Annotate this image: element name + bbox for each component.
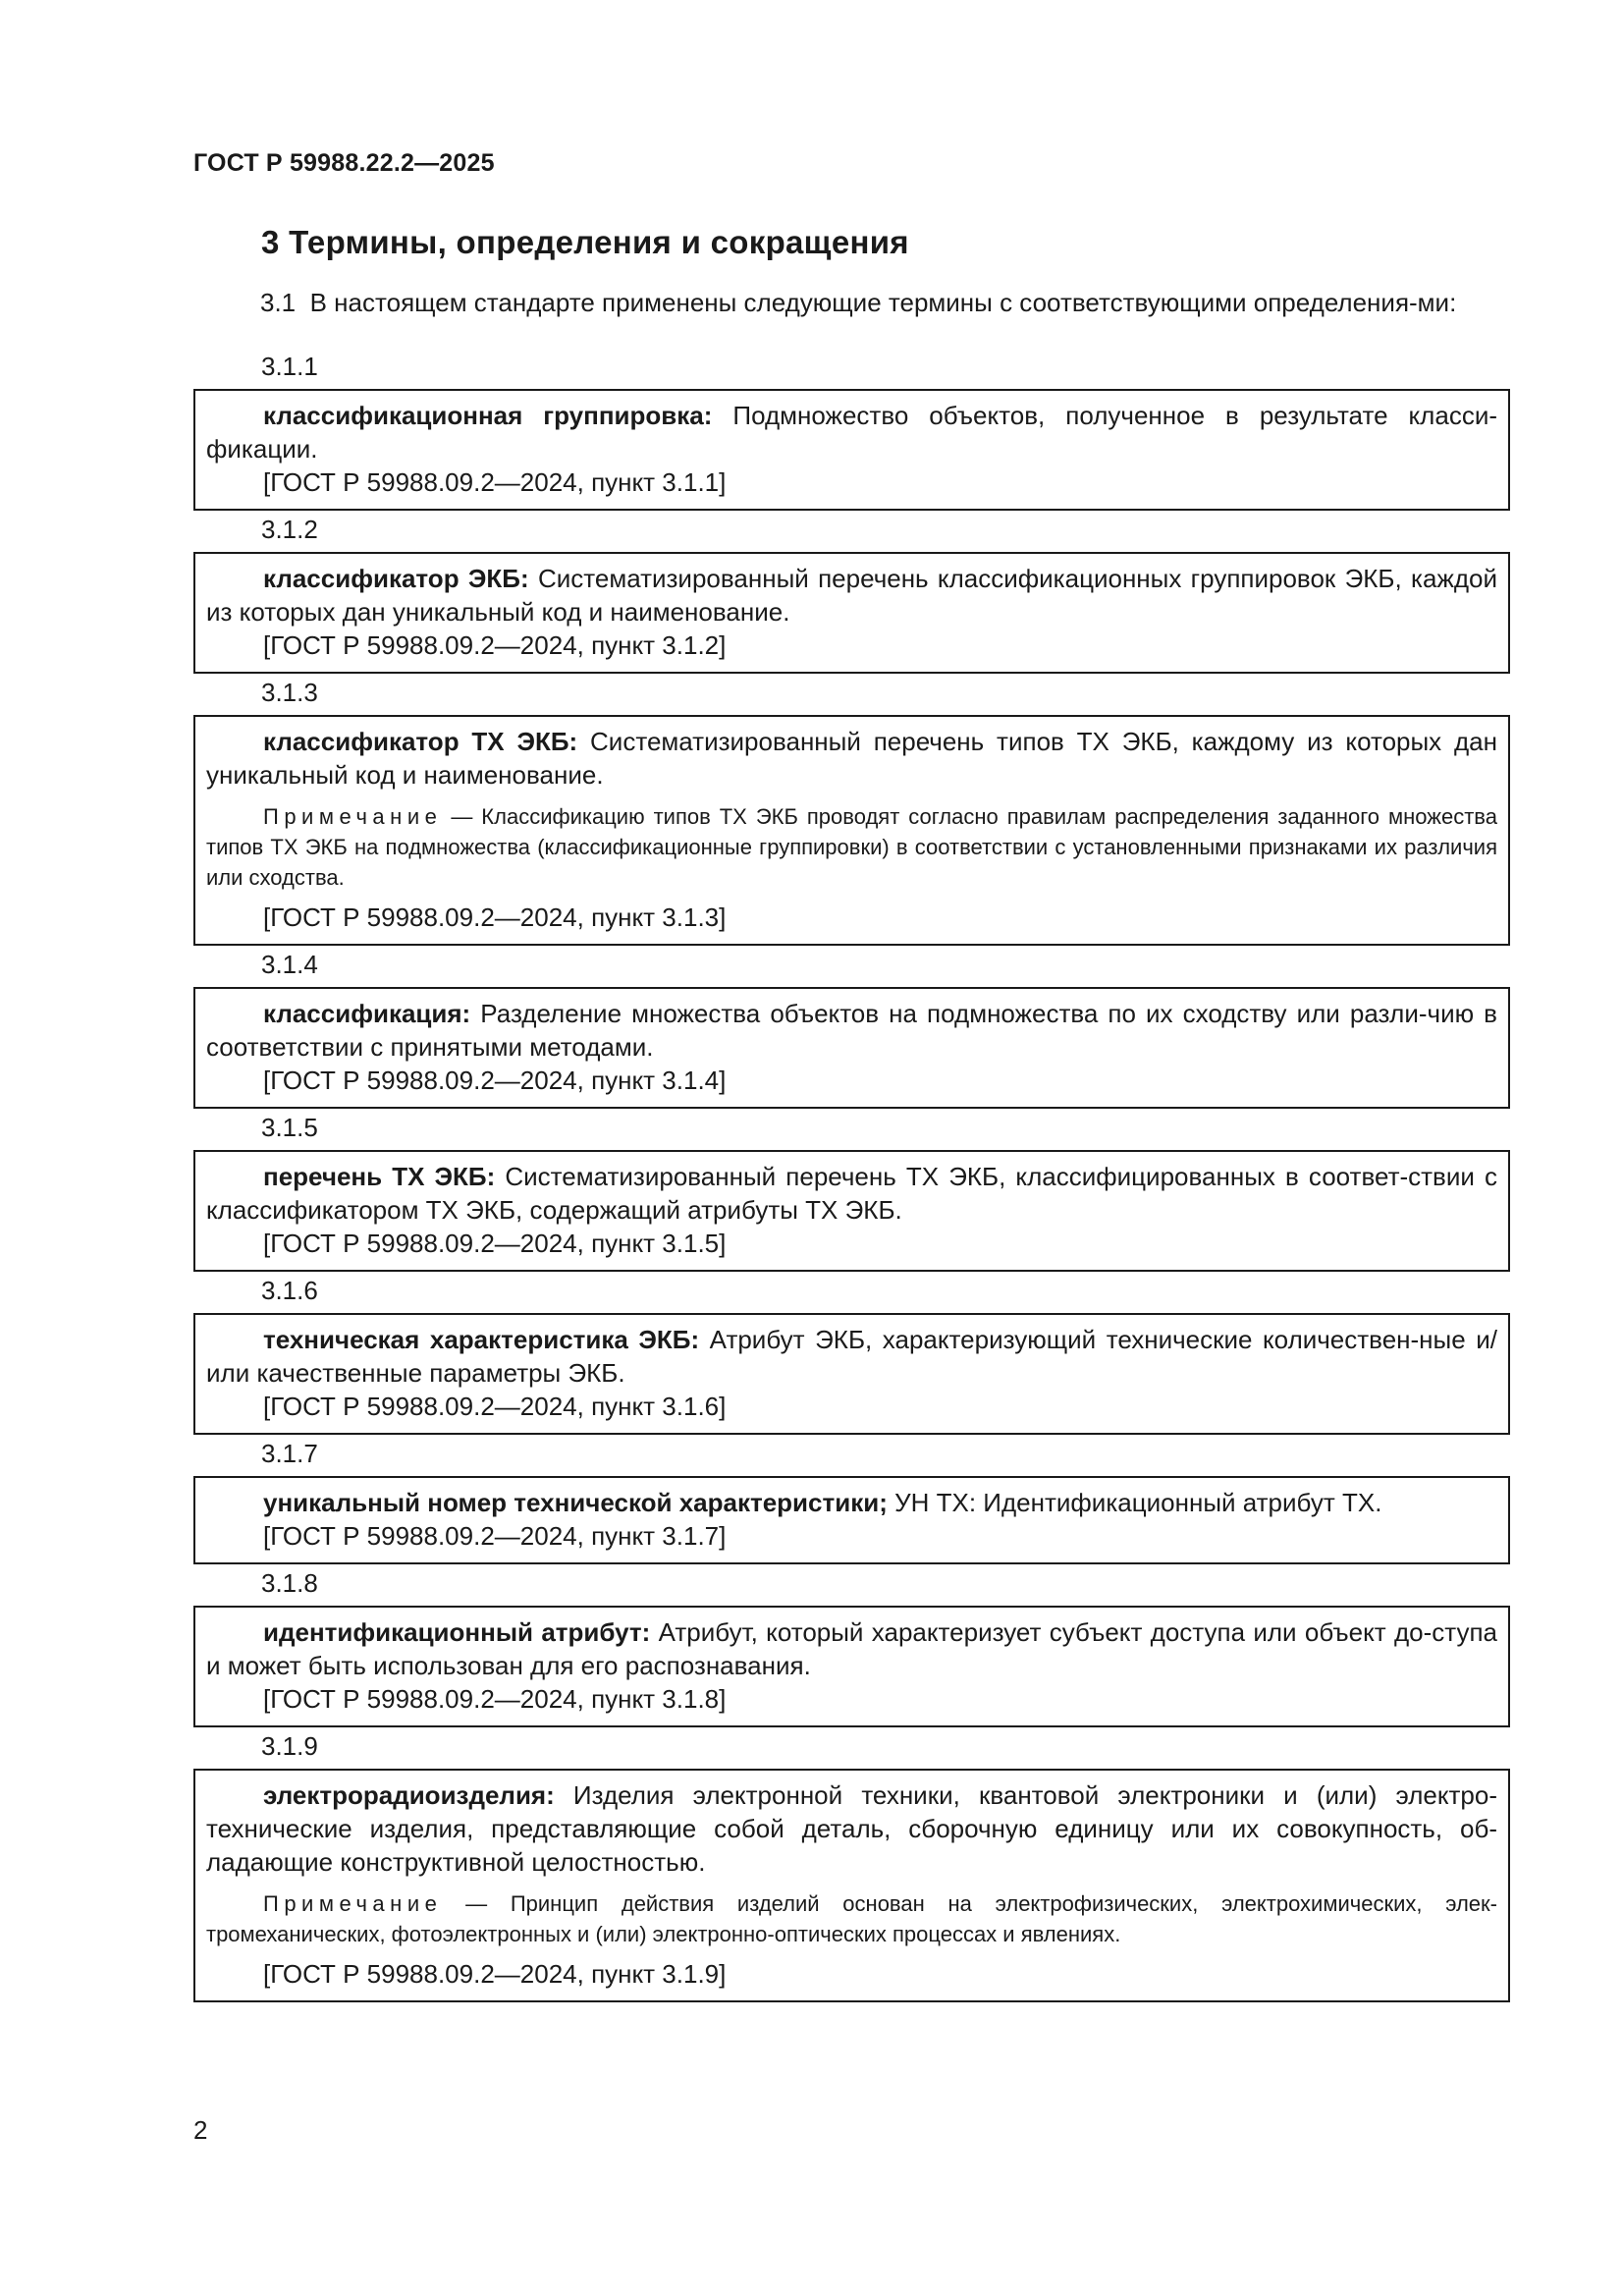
term-definition <box>206 1160 1497 1227</box>
term-definition <box>206 1615 1497 1682</box>
section-title: 3 Термины, определения и сокращения <box>261 224 909 260</box>
term-definition-box <box>193 1476 1510 1564</box>
term-definition <box>206 997 1497 1064</box>
term-definition-text: Систематизированный перечень классификационных группировок ЭКБ, каждой из которых дан уникальный код и наименование. <box>206 564 1497 627</box>
term-number: 3.1.7 <box>261 1439 318 1468</box>
term-entry <box>193 674 1510 946</box>
term-definition-text: Атрибут ЭКБ, характеризующий технические количествен-ные и/или качественные параметры ЭКБ. <box>206 1325 1497 1388</box>
term-entry <box>193 1435 1510 1564</box>
term-name: перечень ТХ ЭКБ: <box>263 1162 496 1191</box>
term-note <box>206 1888 1497 1949</box>
term-definition-box <box>193 1313 1510 1435</box>
term-definition-box <box>193 552 1510 674</box>
term-definition <box>206 1486 1497 1519</box>
note-label: Примечание <box>263 1891 443 1916</box>
note-text: — Принцип действия изделий основан на электрофизических, электрохимических, элек-тромеханических, фотоэлектронных и (или) электронно-оптических процессах и явлениях. <box>206 1891 1497 1946</box>
term-definition-text: Систематизированный перечень типов ТХ ЭКБ, каждому из которых дан уникальный код и наименование. <box>206 727 1498 790</box>
terms-list <box>193 348 1510 2002</box>
term-definition-text: Подмножество объектов, полученное в результате класси-фикации. <box>206 401 1497 464</box>
term-definition <box>206 725 1497 792</box>
note-label: Примечание <box>263 804 443 829</box>
term-definition-box <box>193 987 1510 1109</box>
term-number: 3.1.2 <box>261 515 318 544</box>
term-definition-box <box>193 1769 1510 2002</box>
term-definition-text: Систематизированный перечень ТХ ЭКБ, классифицированных в соответ-ствии с классификатором ТХ ЭКБ, содержащий атрибуты ТХ ЭКБ. <box>206 1162 1497 1225</box>
term-entry <box>193 348 1510 511</box>
term-entry <box>193 1109 1510 1272</box>
term-definition <box>206 399 1497 465</box>
term-source-reference: [ГОСТ Р 59988.09.2—2024, пункт 3.1.9] <box>263 1959 727 1989</box>
term-name: техническая характеристика ЭКБ: <box>263 1325 700 1354</box>
term-number: 3.1.1 <box>261 352 318 381</box>
term-number: 3.1.9 <box>261 1731 318 1761</box>
term-definition <box>206 1778 1497 1879</box>
term-entry <box>193 511 1510 674</box>
term-source-reference: [ГОСТ Р 59988.09.2—2024, пункт 3.1.7] <box>263 1521 727 1551</box>
term-source-reference: [ГОСТ Р 59988.09.2—2024, пункт 3.1.2] <box>263 630 727 660</box>
term-source-reference: [ГОСТ Р 59988.09.2—2024, пункт 3.1.3] <box>263 902 727 932</box>
term-name: классификатор ТХ ЭКБ: <box>263 727 578 756</box>
term-number: 3.1.5 <box>261 1113 318 1142</box>
term-number: 3.1.6 <box>261 1276 318 1305</box>
term-definition-text: Изделия электронной техники, квантовой электроники и (или) электро-технические изделия, представляющие собой деталь, сборочную единицу или их совокупность, об-ладающие конструктивной целостностью. <box>206 1780 1497 1877</box>
term-number: 3.1.8 <box>261 1568 318 1598</box>
intro-number: 3.1 <box>260 288 297 317</box>
intro-paragraph <box>193 285 1510 320</box>
term-name: электрорадиоизделия: <box>263 1780 555 1810</box>
term-definition-box <box>193 1150 1510 1272</box>
term-name: идентификационный атрибут: <box>263 1617 651 1647</box>
term-definition-text: Атрибут, который характеризует субъект доступа или объект до-ступа и может быть использован для его распознавания. <box>206 1617 1497 1680</box>
term-source-reference: [ГОСТ Р 59988.09.2—2024, пункт 3.1.8] <box>263 1684 727 1714</box>
page-number: 2 <box>193 2115 208 2145</box>
term-definition <box>206 1323 1497 1390</box>
note-text: — Классификацию типов ТХ ЭКБ проводят согласно правилам распределения заданного множества типов ТХ ЭКБ на подмножества (классификационные группировки) в соответствии с установленными признаками их различия или сходства. <box>206 804 1497 890</box>
term-source-reference: [ГОСТ Р 59988.09.2—2024, пункт 3.1.5] <box>263 1229 727 1258</box>
term-definition-box <box>193 389 1510 511</box>
term-note <box>206 801 1497 893</box>
term-entry <box>193 1727 1510 2002</box>
term-name: уникальный номер технической характеристики; <box>263 1488 888 1517</box>
term-source-reference: [ГОСТ Р 59988.09.2—2024, пункт 3.1.4] <box>263 1066 727 1095</box>
intro-text: В настоящем стандарте применены следующие термины с соответствующими определения-ми: <box>309 288 1457 317</box>
term-definition <box>206 562 1497 629</box>
term-number: 3.1.3 <box>261 678 318 707</box>
term-name: классификационная группировка: <box>263 401 713 430</box>
document-header: ГОСТ Р 59988.22.2—2025 <box>193 149 495 177</box>
term-entry <box>193 1272 1510 1435</box>
term-definition-box <box>193 715 1510 946</box>
term-definition-text: Разделение множества объектов на подмножества по их сходству или разли-чию в соответствии с принятыми методами. <box>206 999 1497 1062</box>
term-entry <box>193 1564 1510 1727</box>
term-name: классификация: <box>263 999 471 1028</box>
term-definition-box <box>193 1606 1510 1727</box>
term-source-reference: [ГОСТ Р 59988.09.2—2024, пункт 3.1.6] <box>263 1392 727 1421</box>
term-source-reference: [ГОСТ Р 59988.09.2—2024, пункт 3.1.1] <box>263 467 727 497</box>
term-number: 3.1.4 <box>261 950 318 979</box>
term-entry <box>193 946 1510 1109</box>
term-name: классификатор ЭКБ: <box>263 564 529 593</box>
term-definition-text: УН ТХ: Идентификационный атрибут ТХ. <box>894 1488 1382 1517</box>
